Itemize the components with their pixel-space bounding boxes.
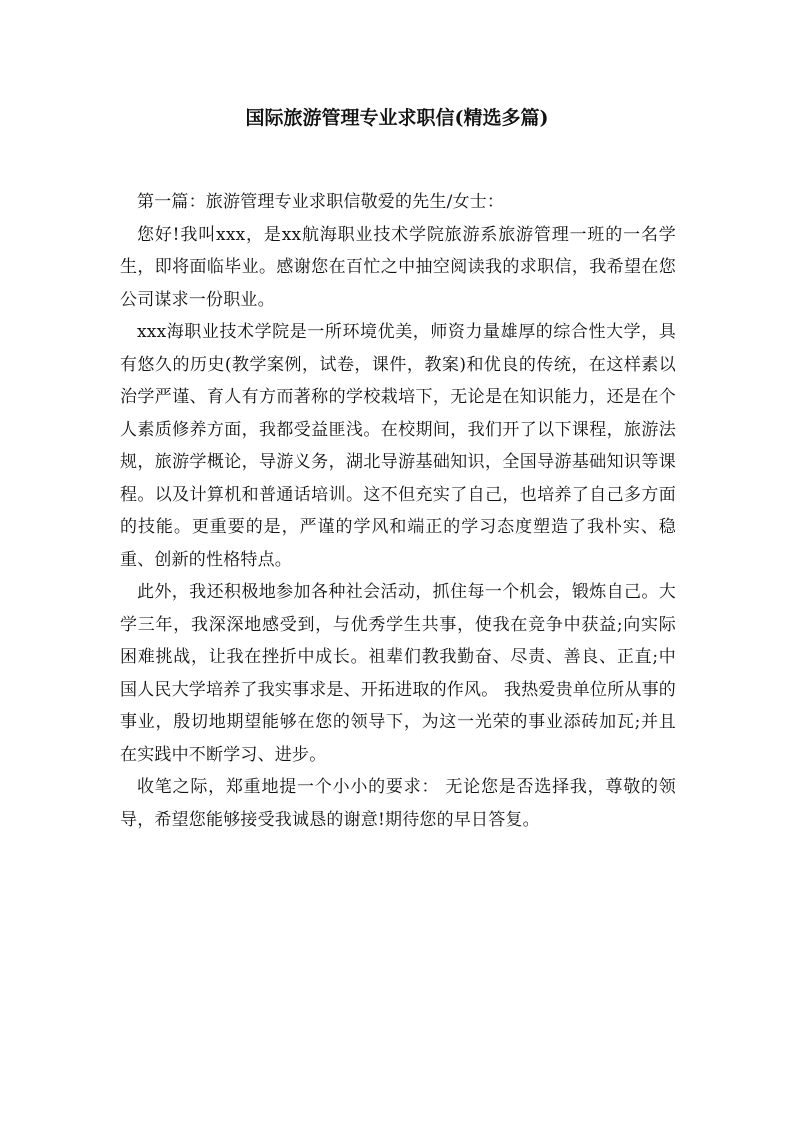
- section-heading: 第一篇：旅游管理专业求职信敬爱的先生/女士：: [137, 192, 505, 212]
- document-title: 国际旅游管理专业求职信(精选多篇): [245, 107, 549, 129]
- paragraph-closing: 收笔之际，郑重地提一个小小的要求： 无论您是否选择我，尊敬的领导，希望您能够接受我诚恳的谢意!期待您的早日答复。: [120, 777, 676, 830]
- document-body: [120, 186, 676, 836]
- paragraph-school: xxx海职业技术学院是一所环境优美，师资力量雄厚的综合性大学，具有悠久的历史(教学案例，试卷，课件，教案)和优良的传统，在这样素以治学严谨、育人有方而著称的学校栽培下，无论是在知识能力，还是在个人素质修养方面，我都受益匪浅。在校期间，我们开了以下课程，旅游法规，旅游学概论，导游义务，湖北导游基础知识，全国导游基础知识等课程。以及计算机和普通话培训。这不但充实了自己，也培养了自己多方面的技能。更重要的是，严谨的学风和端正的学习态度塑造了我朴实、稳重、创新的性格特点。: [120, 322, 676, 570]
- paragraph-activities: 此外，我还积极地参加各种社会活动，抓住每一个机会，锻炼自己。大学三年，我深深地感受到，与优秀学生共事，使我在竞争中获益;向实际困难挑战，让我在挫折中成长。祖辈们教我勤奋、尽责、善良、正直;中国人民大学培养了我实事求是、开拓进取的作风。 我热爱贵单位所从事的事业，殷切地期望能够在您的领导下，为这一光荣的事业添砖加瓦;并且在实践中不断学习、进步。: [120, 582, 677, 765]
- paragraph-greeting: 您好!我叫xxx，是xx航海职业技术学院旅游系旅游管理一班的一名学生，即将面临毕业。感谢您在百忙之中抽空阅读我的求职信，我希望在您公司谋求一份职业。: [120, 224, 676, 310]
